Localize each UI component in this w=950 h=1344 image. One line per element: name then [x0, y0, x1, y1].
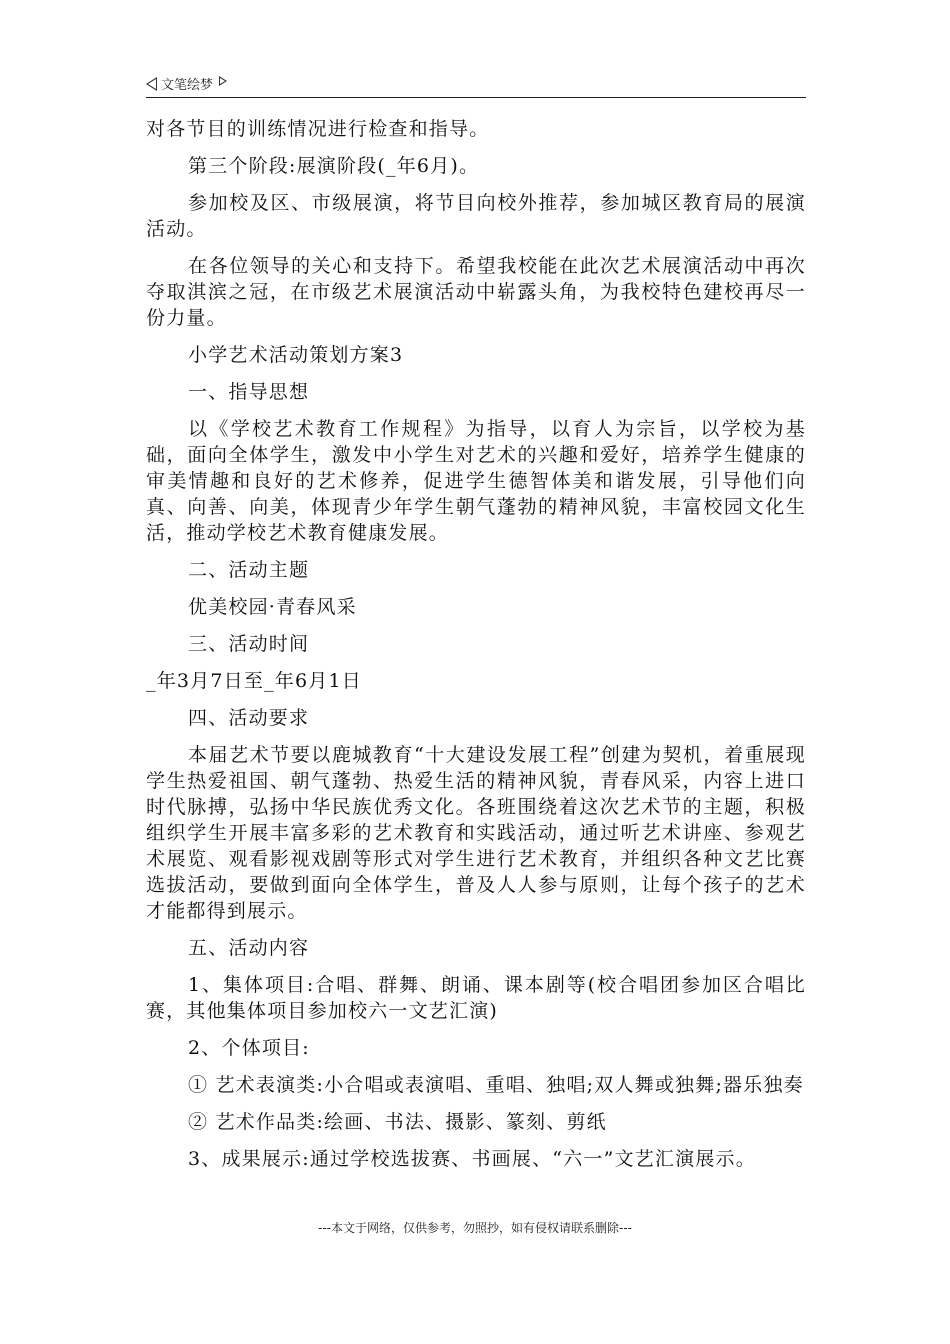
paragraph: 本届艺术节要以鹿城教育“十大建设发展工程”创建为契机，着重展现学生热爱祖国、朝气蓬勃、热爱生活的精神风貌，青春风采，内容上进口时代脉搏，弘扬中华民族优秀文化。各班围绕着这次艺术节的主题，积极组织学生开展丰富多彩的艺术教育和实践活动，通过听艺术讲座、参观艺术展览、观看影视戏剧等形式对学生进行艺术教育，并组织各种文艺比赛选拔活动，要做到面向全体学生，普及人人参与原则，让每个孩子的艺术才能都得到展示。 [146, 744, 806, 922]
heading: 二、活动主题 [188, 559, 310, 581]
heading: 三、活动时间 [188, 633, 310, 655]
paragraph: 在各位领导的关心和支持下。希望我校能在此次艺术展演活动中再次夺取淇滨之冠，在市级艺术展演活动中崭露头角，为我校特色建校再尽一份力量。 [146, 255, 806, 329]
page-header [146, 74, 806, 98]
paragraph: ② 艺术作品类:绘画、书法、摄影、篆刻、剪纸 [188, 1111, 607, 1133]
header-divider [146, 97, 806, 98]
paragraph: 3、成果展示:通过学校选拔赛、书画展、“六一”文艺汇演展示。 [188, 1148, 756, 1170]
heading: 四、活动要求 [188, 707, 310, 729]
paragraph: 第三个阶段:展演阶段(_年6月)。 [188, 155, 480, 177]
right-triangle-icon [219, 76, 227, 86]
paragraph: 以《学校艺术教育工作规程》为指导，以育人为宗旨，以学校为基础，面向全体学生，激发中小学生对艺术的兴趣和爱好，培养学生健康的审美情趣和良好的艺术修养，促进学生德智体美和谐发展，引导他们向真、向善、向美，体现青少年学生朝气蓬勃的精神风貌，丰富校园文化生活，推动学校艺术教育健康发展。 [146, 418, 806, 544]
heading: 五、活动内容 [188, 937, 310, 959]
brand-name: 文笔绘梦 [161, 78, 214, 93]
paragraph: ① 艺术表演类:小合唱或表演唱、重唱、独唱;双人舞或独舞;器乐独奏 [188, 1074, 804, 1096]
paragraph: 1、集体项目:合唱、群舞、朗诵、课本剧等(校合唱团参加区合唱比赛，其他集体项目参加校六一文艺汇演) [146, 974, 806, 1022]
left-triangle-icon [146, 77, 157, 91]
section-title: 小学艺术活动策划方案3 [188, 344, 404, 366]
brand [146, 74, 227, 93]
paragraph: 优美校园·青春风采 [188, 596, 357, 618]
paragraph: _年3月7日至_年6月1日 [146, 670, 362, 692]
heading: 一、指导思想 [188, 381, 310, 403]
paragraph: 2、个体项目: [188, 1037, 310, 1059]
paragraph: 对各节目的训练情况进行检查和指导。 [146, 118, 490, 140]
document-body [146, 116, 806, 1183]
page-footer: ---本文于网络，仅供参考，勿照抄，如有侵权请联系删除--- [318, 1221, 632, 1235]
paragraph: 参加校及区、市级展演，将节目向校外推荐，参加城区教育局的展演活动。 [146, 192, 806, 240]
